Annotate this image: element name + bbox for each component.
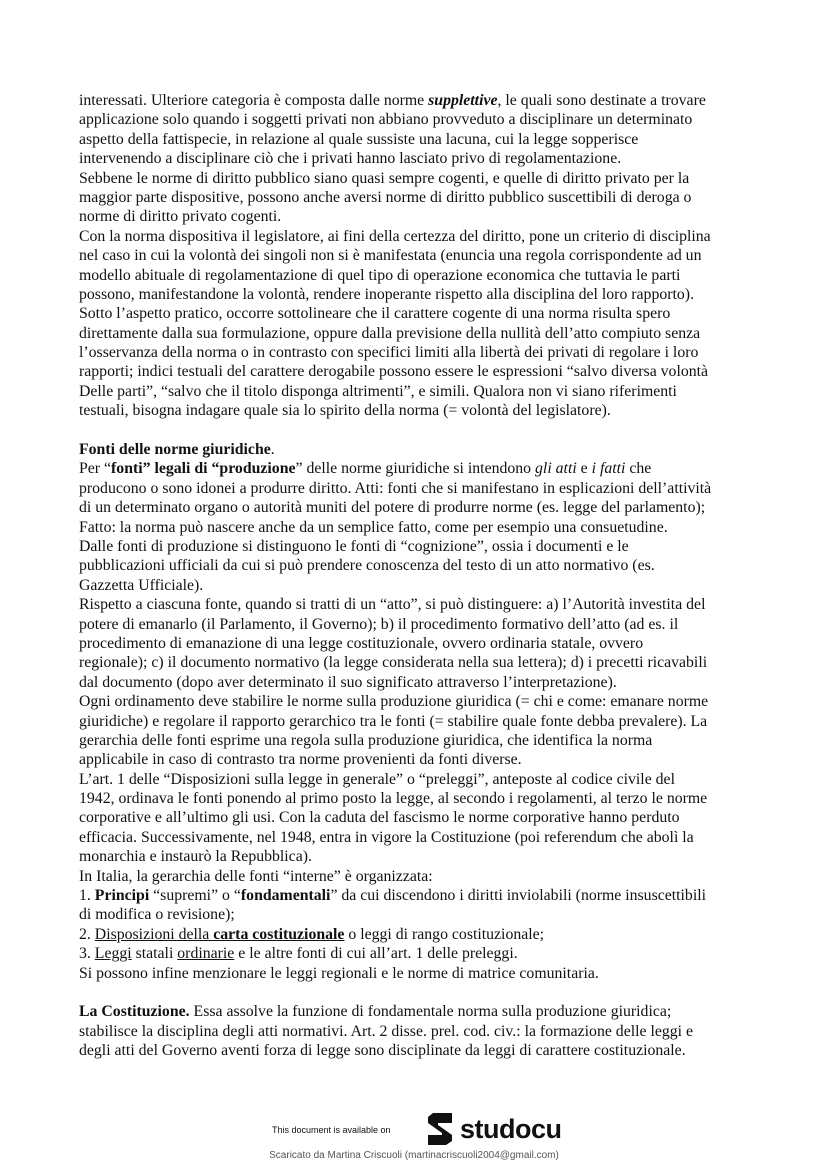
text-line bbox=[79, 207, 779, 226]
text-run: “supremi” o “ bbox=[149, 887, 241, 905]
text-line bbox=[79, 459, 779, 478]
text-run: interessati. Ulteriore categoria è composta dalle norme bbox=[79, 92, 429, 109]
text-run: statali bbox=[131, 945, 178, 963]
text-run: Dalle fonti di produzione si distinguono le fonti di “cognizione”, ossia i documenti e le bbox=[79, 537, 629, 555]
text-line bbox=[79, 828, 779, 847]
text-line bbox=[79, 770, 779, 789]
text-run: modello abituale di regolamentazione di quel tipo di operazione economica che tuttavia le parti bbox=[79, 266, 681, 284]
formatted-text: supplettive bbox=[428, 92, 498, 109]
text-line bbox=[79, 324, 779, 343]
text-line bbox=[79, 944, 779, 963]
text-line bbox=[79, 634, 779, 653]
text-run: intervenendo a disciplinare ciò che i privati hanno lasciato privo di regolamentazione. bbox=[79, 150, 622, 168]
text-run: aspetto della fattispecie, in relazione al quale sussiste una lacuna, cui la legge sopperisce bbox=[79, 130, 639, 148]
text-line bbox=[79, 169, 779, 188]
text-line bbox=[79, 731, 779, 750]
formatted-text: La Costituzione. bbox=[79, 1003, 190, 1021]
studocu-logo[interactable] bbox=[424, 1111, 562, 1147]
text-run: Gazzetta Ufficiale). bbox=[79, 576, 204, 594]
text-run: pubblicazioni ufficiali da cui si può prendere conoscenza del testo di un atto normativo (es. bbox=[79, 557, 655, 575]
text-run: applicabile in caso di contrasto tra norme provenienti da fonti diverse. bbox=[79, 751, 522, 769]
text-line bbox=[79, 227, 779, 246]
text-line bbox=[79, 362, 779, 381]
formatted-text: carta costituzionale bbox=[213, 925, 345, 943]
text-run: procedimento di emanazione di una legge costituzionale, ovvero ordinaria statale, ovvero bbox=[79, 634, 644, 652]
text-run: nel caso in cui la volontà dei singoli non si è manifestata (enuncia una regola corrispondente ad un bbox=[79, 247, 702, 265]
text-line bbox=[79, 266, 779, 285]
text-run: che bbox=[625, 460, 652, 478]
text-run: di un determinato organo o autorità muniti del potere di produrre norme (es. legge del parlamento); bbox=[79, 499, 706, 517]
text-run: testuali, bisogna indagare quale sia lo spirito della norma (= volontà del legislatore). bbox=[79, 402, 611, 420]
document-body bbox=[79, 91, 779, 1061]
text-line bbox=[79, 498, 779, 517]
blank-line bbox=[79, 983, 779, 1002]
formatted-text: Disposizioni della bbox=[94, 925, 214, 943]
text-run: . bbox=[270, 441, 275, 459]
text-line bbox=[79, 401, 779, 420]
text-run: direttamente dalla sua formulazione, oppure dalla previsione della nullità dell’atto compiuto senza bbox=[79, 324, 701, 342]
text-line bbox=[79, 1041, 779, 1060]
text-line bbox=[79, 712, 779, 731]
text-run: Sebbene le norme di diritto pubblico siano quasi sempre cogenti, e quelle di diritto privato per la bbox=[79, 169, 690, 187]
text-run: giuridiche) e regolare il rapporto gerarchico tra le fonti (= stabilire quale fonte debba prevalere). La bbox=[79, 712, 708, 730]
text-line bbox=[79, 285, 779, 304]
text-run: o leggi di rango costituzionale; bbox=[344, 925, 545, 943]
text-line bbox=[79, 808, 779, 827]
text-line bbox=[79, 246, 779, 265]
availability-text: This document is available on bbox=[272, 1125, 391, 1135]
text-run: producono o sono idonei a produrre diritto. Atti: fonti che si manifestano in esplicazioni dell’attività bbox=[79, 479, 712, 497]
text-run: monarchia e instaurò la Repubblica). bbox=[79, 848, 312, 866]
text-line bbox=[79, 789, 779, 808]
text-line bbox=[79, 653, 779, 672]
blank-line bbox=[79, 421, 779, 440]
download-info: Scaricato da Martina Criscuoli (martinacriscuoli2004@gmail.com) bbox=[269, 1150, 559, 1161]
studocu-logo-icon bbox=[424, 1111, 456, 1147]
text-run: , le quali sono destinate a trovare bbox=[497, 92, 706, 109]
text-run: 1. bbox=[79, 887, 95, 905]
text-run: In Italia, la gerarchia delle fonti “interne” è organizzata: bbox=[79, 867, 433, 885]
text-line bbox=[79, 576, 779, 595]
text-run: efficacia. Successivamente, nel 1948, entra in vigore la Costituzione (poi referendum che abolì la bbox=[79, 828, 694, 846]
text-run: e le altre fonti di cui all’art. 1 delle preleggi. bbox=[234, 945, 518, 963]
text-line bbox=[79, 304, 779, 323]
formatted-text: Fonti delle norme giuridiche bbox=[79, 441, 271, 459]
text-line bbox=[79, 1022, 779, 1041]
text-run: L’art. 1 delle “Disposizioni sulla legge in generale” o “preleggi”, anteposte al codice civile del bbox=[79, 770, 675, 788]
text-line bbox=[79, 1002, 779, 1021]
text-run: ” delle norme giuridiche si intendono bbox=[295, 460, 536, 478]
text-line bbox=[79, 692, 779, 711]
text-line bbox=[79, 130, 779, 149]
text-line bbox=[79, 925, 779, 944]
text-run: 3. bbox=[79, 945, 95, 963]
text-run: 2. bbox=[79, 925, 95, 943]
text-run: stabilisce la disciplina degli atti normativi. Art. 2 disse. prel. cod. civ.: la formazione delle leggi e bbox=[79, 1022, 694, 1040]
text-run: Fatto: la norma può nascere anche da un semplice fatto, come per esempio una consuetudine. bbox=[79, 518, 668, 536]
formatted-text: Principi bbox=[94, 887, 150, 905]
text-line bbox=[79, 847, 779, 866]
text-line bbox=[79, 188, 779, 207]
text-run: l’osservanza della norma o in contrasto con specifici limiti alla libertà dei privati di regolare i loro bbox=[79, 344, 699, 362]
text-run: rapporti; indici testuali del carattere derogabile possono essere le espressioni “salvo diversa volontà bbox=[79, 363, 709, 381]
text-line bbox=[79, 556, 779, 575]
formatted-text: fonti” legali di “produzione bbox=[111, 460, 296, 478]
text-run: gerarchia delle fonti esprime una regola sulla produzione giuridica, che identifica la norma bbox=[79, 731, 653, 749]
text-run: Rispetto a ciascuna fonte, quando si tratti di un “atto”, si può distinguere: a) l’Autorità investita del bbox=[79, 596, 706, 614]
formatted-text: gli atti bbox=[535, 460, 577, 478]
text-run: degli atti del Governo aventi forza di legge sono disciplinate da leggi di carattere costituzionale. bbox=[79, 1042, 686, 1060]
text-line bbox=[79, 886, 779, 905]
text-run: Con la norma dispositiva il legislatore, ai fini della certezza del diritto, pone un criterio di disciplina bbox=[79, 227, 711, 245]
text-run: Ogni ordinamento deve stabilire le norme sulla produzione giuridica (= chi e come: emanare norme bbox=[79, 693, 709, 711]
text-run: corporative e all’ultimo gli usi. Con la caduta del fascismo le norme corporative hanno perduto bbox=[79, 809, 680, 827]
text-run: maggior parte dispositive, possono anche aversi norme di diritto pubblico suscettibili di deroga o bbox=[79, 188, 692, 206]
text-run: di modifica o revisione); bbox=[79, 906, 235, 924]
text-run: Sotto l’aspetto pratico, occorre sottolineare che il carattere cogente di una norma risulta spero bbox=[79, 305, 671, 323]
text-run: Per “ bbox=[79, 460, 112, 478]
text-run: possono, manifestandone la volontà, rendere inoperante rispetto alla disciplina del loro rapporto). bbox=[79, 285, 695, 303]
text-line bbox=[79, 149, 779, 168]
text-run: Delle parti”, “salvo che il titolo disponga altrimenti”, e simili. Qualora non vi siano riferimenti bbox=[79, 382, 677, 400]
text-line bbox=[79, 595, 779, 614]
text-line bbox=[79, 91, 779, 110]
text-run: Si possono infine menzionare le leggi regionali e le norme di matrice comunitaria. bbox=[79, 964, 599, 982]
text-run: e bbox=[576, 460, 592, 478]
text-line bbox=[79, 440, 779, 459]
text-run: norme di diritto privato cogenti. bbox=[79, 208, 282, 226]
text-run: potere di emanarlo (il Parlamento, il Governo); b) il procedimento formativo dell’atto (ad es. il bbox=[79, 615, 679, 633]
text-line bbox=[79, 479, 779, 498]
formatted-text: Leggi bbox=[94, 945, 132, 963]
text-line bbox=[79, 905, 779, 924]
formatted-text: fondamentali bbox=[240, 887, 331, 905]
text-line bbox=[79, 110, 779, 129]
text-run: ” da cui discendono i diritti inviolabili (norme insuscettibili bbox=[330, 887, 706, 905]
formatted-text: i fatti bbox=[591, 460, 626, 478]
text-line bbox=[79, 750, 779, 769]
formatted-text: ordinarie bbox=[177, 945, 235, 963]
text-run: Essa assolve la funzione di fondamentale norma sulla produzione giuridica; bbox=[189, 1003, 672, 1021]
text-line bbox=[79, 537, 779, 556]
text-line bbox=[79, 615, 779, 634]
text-line bbox=[79, 518, 779, 537]
text-line bbox=[79, 867, 779, 886]
text-run: regionale); c) il documento normativo (la legge considerata nella sua lettera); d) i precetti ricavabili bbox=[79, 654, 708, 672]
text-line bbox=[79, 382, 779, 401]
studocu-logo-text: studocu bbox=[460, 1113, 562, 1144]
text-line bbox=[79, 964, 779, 983]
text-line bbox=[79, 343, 779, 362]
text-line bbox=[79, 673, 779, 692]
text-run: dal documento (dopo aver determinato il suo significato attraverso l’interpretazione). bbox=[79, 673, 617, 691]
text-run: applicazione solo quando i soggetti privati non abbiano provveduto a disciplinare un determinato bbox=[79, 111, 693, 129]
text-run: 1942, ordinava le fonti ponendo al primo posto la legge, al secondo i regolamenti, al terzo le norme bbox=[79, 790, 708, 808]
